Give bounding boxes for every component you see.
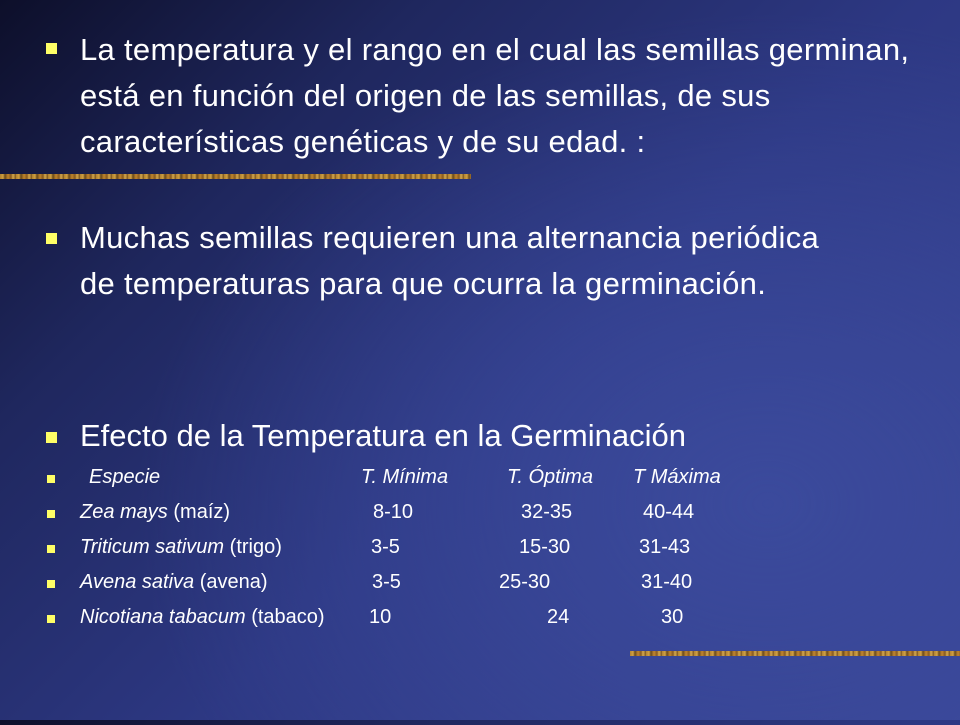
- bullet-marker: [46, 432, 57, 443]
- opt-cell: 25-30: [499, 571, 551, 593]
- opt-cell: 15-30: [519, 536, 571, 558]
- bullet-marker: [47, 615, 55, 623]
- species-name: Nicotiana tabacum: [80, 606, 246, 628]
- bullet-marker: [46, 233, 57, 244]
- common-name: (maíz): [173, 501, 231, 523]
- min-cell: 3-5: [371, 536, 400, 558]
- species-name: Zea mays: [80, 501, 168, 523]
- table-title: Efecto de la Temperatura en la Germinación: [80, 418, 686, 453]
- max-cell: 31-40: [641, 571, 693, 593]
- bullet-text-1: La temperatura y el rango en el cual las semillas germinan, está en función del origen de las semillas, de sus características genéticas y de su edad. :: [80, 32, 910, 159]
- max-cell: 30: [661, 606, 684, 628]
- min-cell: 8-10: [373, 501, 414, 523]
- decorative-stripe-top: [0, 174, 471, 179]
- bullet-marker: [46, 43, 57, 54]
- species-cell: [80, 605, 325, 629]
- bullet-text-2: Muchas semillas requieren una alternancia periódica de temperaturas para que ocurra la germinación.: [80, 220, 820, 301]
- bullet-marker: [47, 545, 55, 553]
- table-row: [80, 605, 684, 725]
- min-cell: 3-5: [372, 571, 401, 593]
- species-cell: [80, 570, 268, 594]
- species-cell: [80, 500, 230, 524]
- opt-cell: 24: [547, 606, 570, 628]
- bullet-marker: [47, 580, 55, 588]
- common-name: (tabaco): [251, 606, 325, 628]
- header-max: T Máxima: [633, 466, 721, 488]
- max-cell: 31-43: [639, 536, 691, 558]
- header-min: T. Mínima: [361, 466, 449, 488]
- bullet-marker: [47, 475, 55, 483]
- species-cell: [80, 535, 282, 559]
- species-name: Triticum sativum: [80, 536, 225, 558]
- bullet-marker: [47, 510, 55, 518]
- max-cell: 40-44: [643, 501, 695, 523]
- common-name: (avena): [199, 571, 268, 593]
- opt-cell: 32-35: [521, 501, 573, 523]
- header-opt: T. Óptima: [507, 466, 593, 488]
- species-name: Avena sativa: [80, 571, 195, 593]
- min-cell: 10: [369, 606, 392, 628]
- decorative-stripe-bottom: [630, 651, 960, 656]
- common-name: (trigo): [229, 536, 282, 558]
- header-species: Especie: [89, 466, 161, 488]
